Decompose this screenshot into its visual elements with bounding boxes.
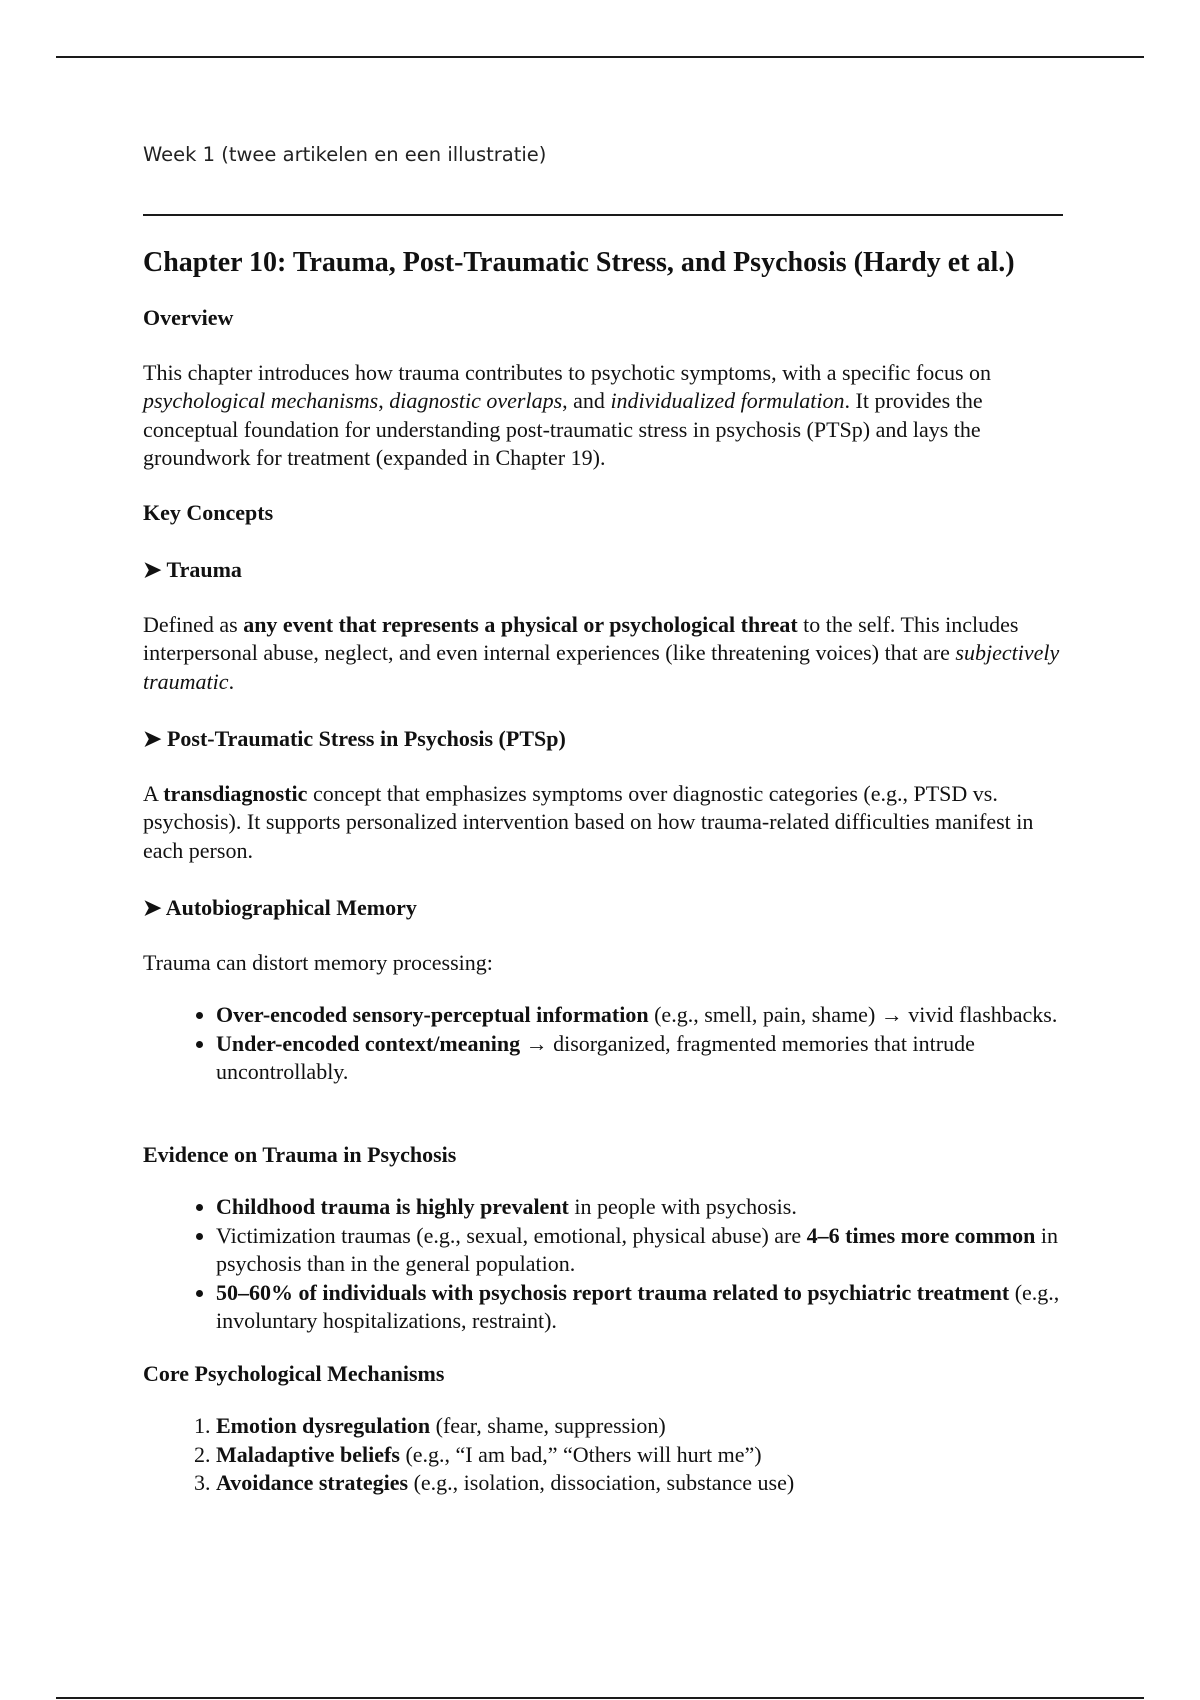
list-item [216,1279,1063,1336]
trauma-heading [143,556,1063,585]
section-divider [143,214,1063,216]
list-item-text: in people with psychosis. [568,1194,797,1219]
list-item-text: (e.g., “I am bad,” “Others will hurt me”) [399,1441,762,1467]
list-item-bold: Avoidance strategies [216,1470,409,1495]
memory-list [143,1001,1063,1087]
document-content [143,246,1063,1498]
list-item-text: (fear, shame, suppression) [430,1413,666,1438]
list-item-text: (e.g., isolation, dissociation, substance use) [408,1470,795,1495]
arrow-icon: ➤ [143,726,162,751]
document-page [143,140,1063,1498]
trauma-bold-1: any event that represents a physical or psychological threat [243,611,798,637]
overview-text-4: . It provides the conceptual foundation for understanding post-traumatic stress in psychosis (PTSp) and lays the groundwork for treatment (expanded in Chapter 19). [143,388,983,470]
mechanisms-heading: Core Psychological Mechanisms [143,1360,445,1386]
overview-emphasis-2: diagnostic overlaps [389,388,563,413]
ptsp-text-1: A [143,780,164,806]
page-top-rule [56,56,1144,58]
list-item-bold: 4–6 times more common [806,1222,1036,1248]
list-item-text: → disorganized, fragmented memories that intrude uncontrollably. [216,1030,975,1084]
overview-paragraph [143,359,1063,473]
list-item [216,1412,1063,1441]
ptsp-paragraph [143,780,1063,866]
trauma-heading-label: Trauma [166,557,242,582]
list-item-text: (e.g., smell, pain, shame) → vivid flashbacks. [648,1002,1058,1027]
list-item [216,1030,1063,1087]
list-item-bold: Childhood trauma is highly prevalent [216,1194,569,1219]
evidence-heading: Evidence on Trauma in Psychosis [143,1141,457,1167]
key-concepts-heading: Key Concepts [143,499,274,525]
overview-text-3: , and [562,388,611,413]
ptsp-heading-label: Post-Traumatic Stress in Psychosis (PTSp) [166,726,566,751]
overview-emphasis-3: individualized formulation [610,388,845,413]
list-item-bold: Over-encoded sensory-perceptual information [216,1002,649,1027]
list-item-text: in psychosis than in the general population. [216,1222,1058,1276]
trauma-text-1: Defined as [143,611,244,637]
evidence-list [143,1193,1063,1336]
list-item-bold: Maladaptive beliefs [216,1441,400,1467]
overview-emphasis-1: psychological mechanisms [143,388,379,413]
trauma-paragraph [143,611,1063,697]
trauma-emphasis-1: subjectively traumatic [143,640,1060,694]
trauma-text-2: to the self. This includes interpersonal abuse, neglect, and even internal experiences (like threatening voices) that are [143,611,1019,665]
overview-text-1: This chapter introduces how trauma contributes to psychotic symptoms, with a specific focus on [143,359,992,385]
trauma-text-3: . [228,668,235,694]
chapter-title: Chapter 10: Trauma, Post-Traumatic Stress, and Psychosis (Hardy et al.) [143,247,1015,278]
ptsp-bold-1: transdiagnostic [163,780,308,806]
list-item [216,1001,1063,1030]
list-item [216,1441,1063,1470]
page-bottom-rule [56,1697,1144,1699]
ptsp-text-2: concept that emphasizes symptoms over diagnostic categories (e.g., PTSD vs. psychosis). It supports personalized intervention based on how trauma-related difficulties manifest in each person. [143,780,1034,863]
memory-heading [143,894,1063,923]
arrow-icon: ➤ [143,557,162,582]
week-header: Week 1 (twee artikelen en een illustratie) [143,143,547,166]
arrow-icon: ➤ [143,895,162,920]
memory-heading-label: Autobiographical Memory [165,895,417,920]
list-item-text: (e.g., involuntary hospitalizations, restraint). [216,1279,1060,1333]
list-item-bold: 50–60% of individuals with psychosis report trauma related to psychiatric treatment [216,1279,1010,1305]
list-item [216,1193,1063,1222]
list-item-text: Victimization traumas (e.g., sexual, emotional, physical abuse) are [216,1222,807,1248]
overview-heading: Overview [143,305,234,330]
overview-text-2: , [378,388,390,413]
memory-intro: Trauma can distort memory processing: [143,949,493,975]
mechanisms-list [143,1412,1063,1498]
list-item [216,1469,1063,1498]
list-item-bold: Emotion dysregulation [216,1413,431,1438]
list-item-bold: Under-encoded context/meaning [216,1030,521,1056]
ptsp-heading [143,725,1063,754]
list-item [216,1222,1063,1279]
